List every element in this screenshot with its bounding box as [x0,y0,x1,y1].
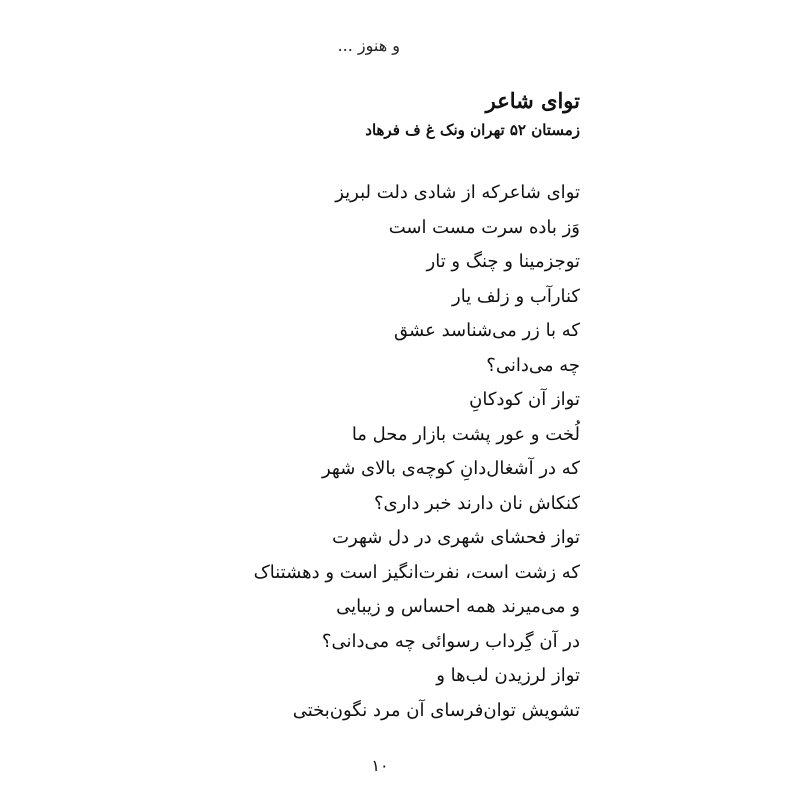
poem-dedication: زمستان ۵۲ تهران ونک غ ف فرهاد [365,121,580,139]
verse-line: توجزمینا و چنگ و تار [426,251,580,272]
verse-line: در آن گِرداب رسوائی چه می‌دانی؟ [321,630,580,652]
page-number: ۱۰ [371,756,389,775]
verse-line: کنارآب و زلف یار [452,285,580,307]
running-header: و هنوز ... [337,36,400,55]
verse-line: توای شاعرکه از شادی دلت لبریز [335,182,580,203]
verse-line: تواز فحشای شهری در دل شهرت [332,527,580,548]
verse-line: وَز باده سرت مست است [388,216,580,238]
verse-line: که در آشغال‌دانِ کوچه‌ی بالای شهر [322,458,580,479]
verse-line: و می‌میرند همه احساس و زیبایی [336,596,580,617]
verse-line: لُخت و عور پشت بازار محل ما [351,423,580,445]
verse-line: تواز لرزیدن لب‌ها و [436,665,580,686]
verse-line: تشویش توان‌فرسای آن مرد نگون‌بختی [292,699,580,721]
poem-verses [140,176,580,728]
poem-title: توای شاعر [485,88,580,113]
verse-line: تواز آن کودکانِ [469,389,580,410]
verse-line: که زشت است، نفرت‌انگیز است و دهشتناک [253,561,580,583]
verse-line: که با زر می‌شناسد عشق [394,320,580,341]
verse-line: چه می‌دانی؟ [486,354,580,376]
verse-line: کنکاش نان دارند خبر داری؟ [373,492,580,514]
